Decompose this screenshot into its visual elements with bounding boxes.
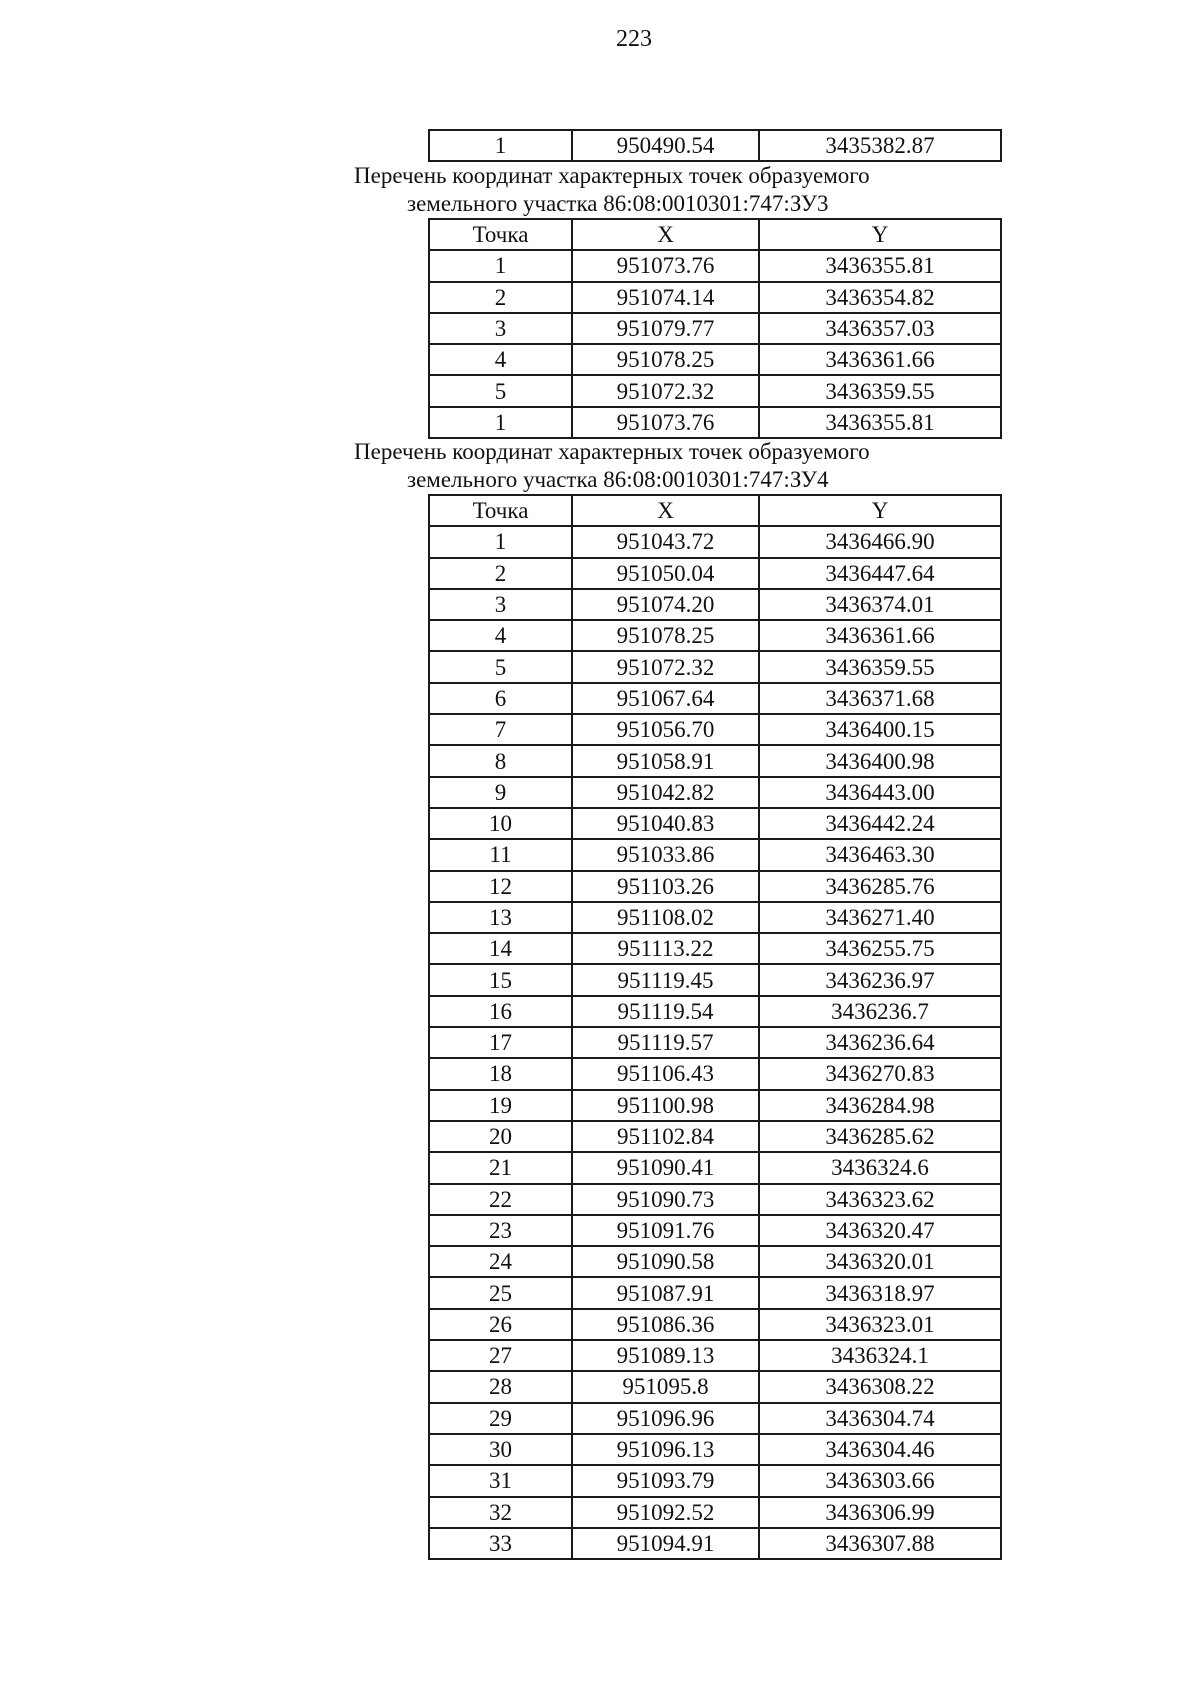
- table-row: [429, 1371, 1001, 1402]
- y-coordinate-cell: 3436236.7: [759, 996, 1001, 1027]
- y-coordinate-cell: 3436324.1: [759, 1340, 1001, 1371]
- y-coordinate-cell: 3436447.64: [759, 558, 1001, 589]
- point-number-cell: 12: [429, 871, 572, 902]
- x-coordinate-cell: 951040.83: [572, 808, 759, 839]
- x-coordinate-cell: 951043.72: [572, 526, 759, 557]
- table-row: [429, 1027, 1001, 1058]
- zu4-caption-line2: земельного участка 86:08:0010301:747:ЗУ4: [407, 467, 829, 492]
- point-number-cell: 7: [429, 714, 572, 745]
- y-coordinate-cell: 3436303.66: [759, 1465, 1001, 1496]
- x-coordinate-cell: 951042.82: [572, 777, 759, 808]
- point-number-cell: 28: [429, 1371, 572, 1402]
- x-coordinate-cell: 951106.43: [572, 1058, 759, 1089]
- header-x: X: [572, 219, 759, 250]
- y-coordinate-cell: 3436371.68: [759, 683, 1001, 714]
- x-coordinate-cell: 951073.76: [572, 250, 759, 281]
- point-number-cell: 3: [429, 313, 572, 344]
- x-coordinate-cell: 951092.52: [572, 1497, 759, 1528]
- point-number-cell: 4: [429, 620, 572, 651]
- y-coordinate-cell: 3436442.24: [759, 808, 1001, 839]
- x-coordinate-cell: 951091.76: [572, 1215, 759, 1246]
- table-row: [429, 745, 1001, 776]
- y-coordinate-cell: 3436400.98: [759, 745, 1001, 776]
- y-coordinate-cell: 3435382.87: [759, 130, 1001, 161]
- point-number-cell: 1: [429, 250, 572, 281]
- table-row: [429, 589, 1001, 620]
- x-coordinate-cell: 951094.91: [572, 1528, 759, 1559]
- point-number-cell: 3: [429, 589, 572, 620]
- point-number-cell: 10: [429, 808, 572, 839]
- table-row: [429, 933, 1001, 964]
- table-row: [429, 1152, 1001, 1183]
- y-coordinate-cell: 3436308.22: [759, 1371, 1001, 1402]
- point-number-cell: 13: [429, 902, 572, 933]
- table-row: [429, 871, 1001, 902]
- point-number-cell: 20: [429, 1121, 572, 1152]
- y-coordinate-cell: 3436320.47: [759, 1215, 1001, 1246]
- table-row: [429, 282, 1001, 313]
- y-coordinate-cell: 3436284.98: [759, 1090, 1001, 1121]
- y-coordinate-cell: 3436236.97: [759, 964, 1001, 995]
- point-number-cell: 8: [429, 745, 572, 776]
- y-coordinate-cell: 3436400.15: [759, 714, 1001, 745]
- x-coordinate-cell: 951093.79: [572, 1465, 759, 1496]
- y-coordinate-cell: 3436466.90: [759, 526, 1001, 557]
- y-coordinate-cell: 3436304.46: [759, 1434, 1001, 1465]
- zu3-caption-line1: Перечень координат характерных точек образуемого: [354, 163, 870, 188]
- point-number-cell: 6: [429, 683, 572, 714]
- table-row: [429, 996, 1001, 1027]
- table-row: [429, 375, 1001, 406]
- table-row: [429, 1090, 1001, 1121]
- point-number-cell: 19: [429, 1090, 572, 1121]
- x-coordinate-cell: 951108.02: [572, 902, 759, 933]
- page-number: 223: [616, 26, 652, 52]
- x-coordinate-cell: 951072.32: [572, 375, 759, 406]
- table-row: [429, 1528, 1001, 1559]
- x-coordinate-cell: 951078.25: [572, 620, 759, 651]
- table-row: [429, 1246, 1001, 1277]
- table-row: [429, 558, 1001, 589]
- x-coordinate-cell: 951073.76: [572, 407, 759, 438]
- zu4-coordinates-table: [428, 494, 1002, 1560]
- x-coordinate-cell: 951087.91: [572, 1277, 759, 1308]
- x-coordinate-cell: 951086.36: [572, 1309, 759, 1340]
- point-number-cell: 17: [429, 1027, 572, 1058]
- header-y: Y: [759, 219, 1001, 250]
- header-point: Точка: [429, 219, 572, 250]
- point-number-cell: 1: [429, 526, 572, 557]
- point-number-cell: 11: [429, 839, 572, 870]
- point-number-cell: 27: [429, 1340, 572, 1371]
- x-coordinate-cell: 951074.20: [572, 589, 759, 620]
- y-coordinate-cell: 3436285.62: [759, 1121, 1001, 1152]
- x-coordinate-cell: 951119.54: [572, 996, 759, 1027]
- point-number-cell: 2: [429, 558, 572, 589]
- table-row: [429, 777, 1001, 808]
- point-number-cell: 24: [429, 1246, 572, 1277]
- y-coordinate-cell: 3436323.62: [759, 1184, 1001, 1215]
- y-coordinate-cell: 3436354.82: [759, 282, 1001, 313]
- zu3-coordinates-table: [428, 218, 1002, 439]
- point-number-cell: 9: [429, 777, 572, 808]
- y-coordinate-cell: 3436236.64: [759, 1027, 1001, 1058]
- point-number-cell: 5: [429, 375, 572, 406]
- table-row: [429, 526, 1001, 557]
- table-row: [429, 1434, 1001, 1465]
- point-number-cell: 21: [429, 1152, 572, 1183]
- y-coordinate-cell: 3436304.74: [759, 1403, 1001, 1434]
- point-number-cell: 23: [429, 1215, 572, 1246]
- x-coordinate-cell: 951033.86: [572, 839, 759, 870]
- table-row: [429, 808, 1001, 839]
- point-number-cell: 32: [429, 1497, 572, 1528]
- point-number-cell: 25: [429, 1277, 572, 1308]
- y-coordinate-cell: 3436355.81: [759, 250, 1001, 281]
- header-point: Точка: [429, 495, 572, 526]
- x-coordinate-cell: 951096.13: [572, 1434, 759, 1465]
- x-coordinate-cell: 950490.54: [572, 130, 759, 161]
- y-coordinate-cell: 3436318.97: [759, 1277, 1001, 1308]
- y-coordinate-cell: 3436359.55: [759, 375, 1001, 406]
- point-number-cell: 31: [429, 1465, 572, 1496]
- y-coordinate-cell: 3436270.83: [759, 1058, 1001, 1089]
- y-coordinate-cell: 3436307.88: [759, 1528, 1001, 1559]
- y-coordinate-cell: 3436323.01: [759, 1309, 1001, 1340]
- table-row: [429, 407, 1001, 438]
- x-coordinate-cell: 951072.32: [572, 651, 759, 682]
- y-coordinate-cell: 3436361.66: [759, 620, 1001, 651]
- point-number-cell: 33: [429, 1528, 572, 1559]
- table-row: [429, 714, 1001, 745]
- point-number-cell: 16: [429, 996, 572, 1027]
- point-number-cell: 5: [429, 651, 572, 682]
- x-coordinate-cell: 951113.22: [572, 933, 759, 964]
- y-coordinate-cell: 3436271.40: [759, 902, 1001, 933]
- table-row: [429, 1465, 1001, 1496]
- table-row: [429, 620, 1001, 651]
- table-row: [429, 1403, 1001, 1434]
- table-row: [429, 839, 1001, 870]
- x-coordinate-cell: 951050.04: [572, 558, 759, 589]
- x-coordinate-cell: 951090.73: [572, 1184, 759, 1215]
- point-number-cell: 22: [429, 1184, 572, 1215]
- table-row: [429, 344, 1001, 375]
- point-number-cell: 30: [429, 1434, 572, 1465]
- point-number-cell: 29: [429, 1403, 572, 1434]
- y-coordinate-cell: 3436255.75: [759, 933, 1001, 964]
- table-row: [429, 313, 1001, 344]
- x-coordinate-cell: 951102.84: [572, 1121, 759, 1152]
- point-number-cell: 4: [429, 344, 572, 375]
- table-row: [429, 1121, 1001, 1152]
- table-row: [429, 1309, 1001, 1340]
- x-coordinate-cell: 951067.64: [572, 683, 759, 714]
- point-number-cell: 15: [429, 964, 572, 995]
- point-number-cell: 1: [429, 130, 572, 161]
- table-row: [429, 964, 1001, 995]
- table-row: [429, 130, 1001, 161]
- table-row: [429, 1340, 1001, 1371]
- y-coordinate-cell: 3436359.55: [759, 651, 1001, 682]
- x-coordinate-cell: 951119.45: [572, 964, 759, 995]
- x-coordinate-cell: 951056.70: [572, 714, 759, 745]
- table-row: [429, 1058, 1001, 1089]
- x-coordinate-cell: 951103.26: [572, 871, 759, 902]
- y-coordinate-cell: 3436443.00: [759, 777, 1001, 808]
- table-header-row: [429, 495, 1001, 526]
- table-row: [429, 1184, 1001, 1215]
- x-coordinate-cell: 951058.91: [572, 745, 759, 776]
- table-row: [429, 902, 1001, 933]
- header-y: Y: [759, 495, 1001, 526]
- y-coordinate-cell: 3436306.99: [759, 1497, 1001, 1528]
- header-x: X: [572, 495, 759, 526]
- x-coordinate-cell: 951119.57: [572, 1027, 759, 1058]
- y-coordinate-cell: 3436285.76: [759, 871, 1001, 902]
- x-coordinate-cell: 951079.77: [572, 313, 759, 344]
- table-row: [429, 1497, 1001, 1528]
- point-number-cell: 2: [429, 282, 572, 313]
- x-coordinate-cell: 951096.96: [572, 1403, 759, 1434]
- x-coordinate-cell: 951090.58: [572, 1246, 759, 1277]
- y-coordinate-cell: 3436320.01: [759, 1246, 1001, 1277]
- x-coordinate-cell: 951100.98: [572, 1090, 759, 1121]
- point-number-cell: 18: [429, 1058, 572, 1089]
- zu3-caption-line2: земельного участка 86:08:0010301:747:ЗУ3: [407, 191, 829, 216]
- y-coordinate-cell: 3436357.03: [759, 313, 1001, 344]
- point-number-cell: 26: [429, 1309, 572, 1340]
- table-row: [429, 1277, 1001, 1308]
- x-coordinate-cell: 951074.14: [572, 282, 759, 313]
- point-number-cell: 14: [429, 933, 572, 964]
- table-row: [429, 651, 1001, 682]
- y-coordinate-cell: 3436355.81: [759, 407, 1001, 438]
- y-coordinate-cell: 3436463.30: [759, 839, 1001, 870]
- zu4-caption-line1: Перечень координат характерных точек образуемого: [354, 439, 870, 464]
- x-coordinate-cell: 951089.13: [572, 1340, 759, 1371]
- table-header-row: [429, 219, 1001, 250]
- table-row: [429, 250, 1001, 281]
- table-row: [429, 683, 1001, 714]
- continuation-table: [428, 129, 1002, 162]
- x-coordinate-cell: 951078.25: [572, 344, 759, 375]
- table-row: [429, 1215, 1001, 1246]
- x-coordinate-cell: 951090.41: [572, 1152, 759, 1183]
- y-coordinate-cell: 3436324.6: [759, 1152, 1001, 1183]
- point-number-cell: 1: [429, 407, 572, 438]
- y-coordinate-cell: 3436361.66: [759, 344, 1001, 375]
- x-coordinate-cell: 951095.8: [572, 1371, 759, 1402]
- y-coordinate-cell: 3436374.01: [759, 589, 1001, 620]
